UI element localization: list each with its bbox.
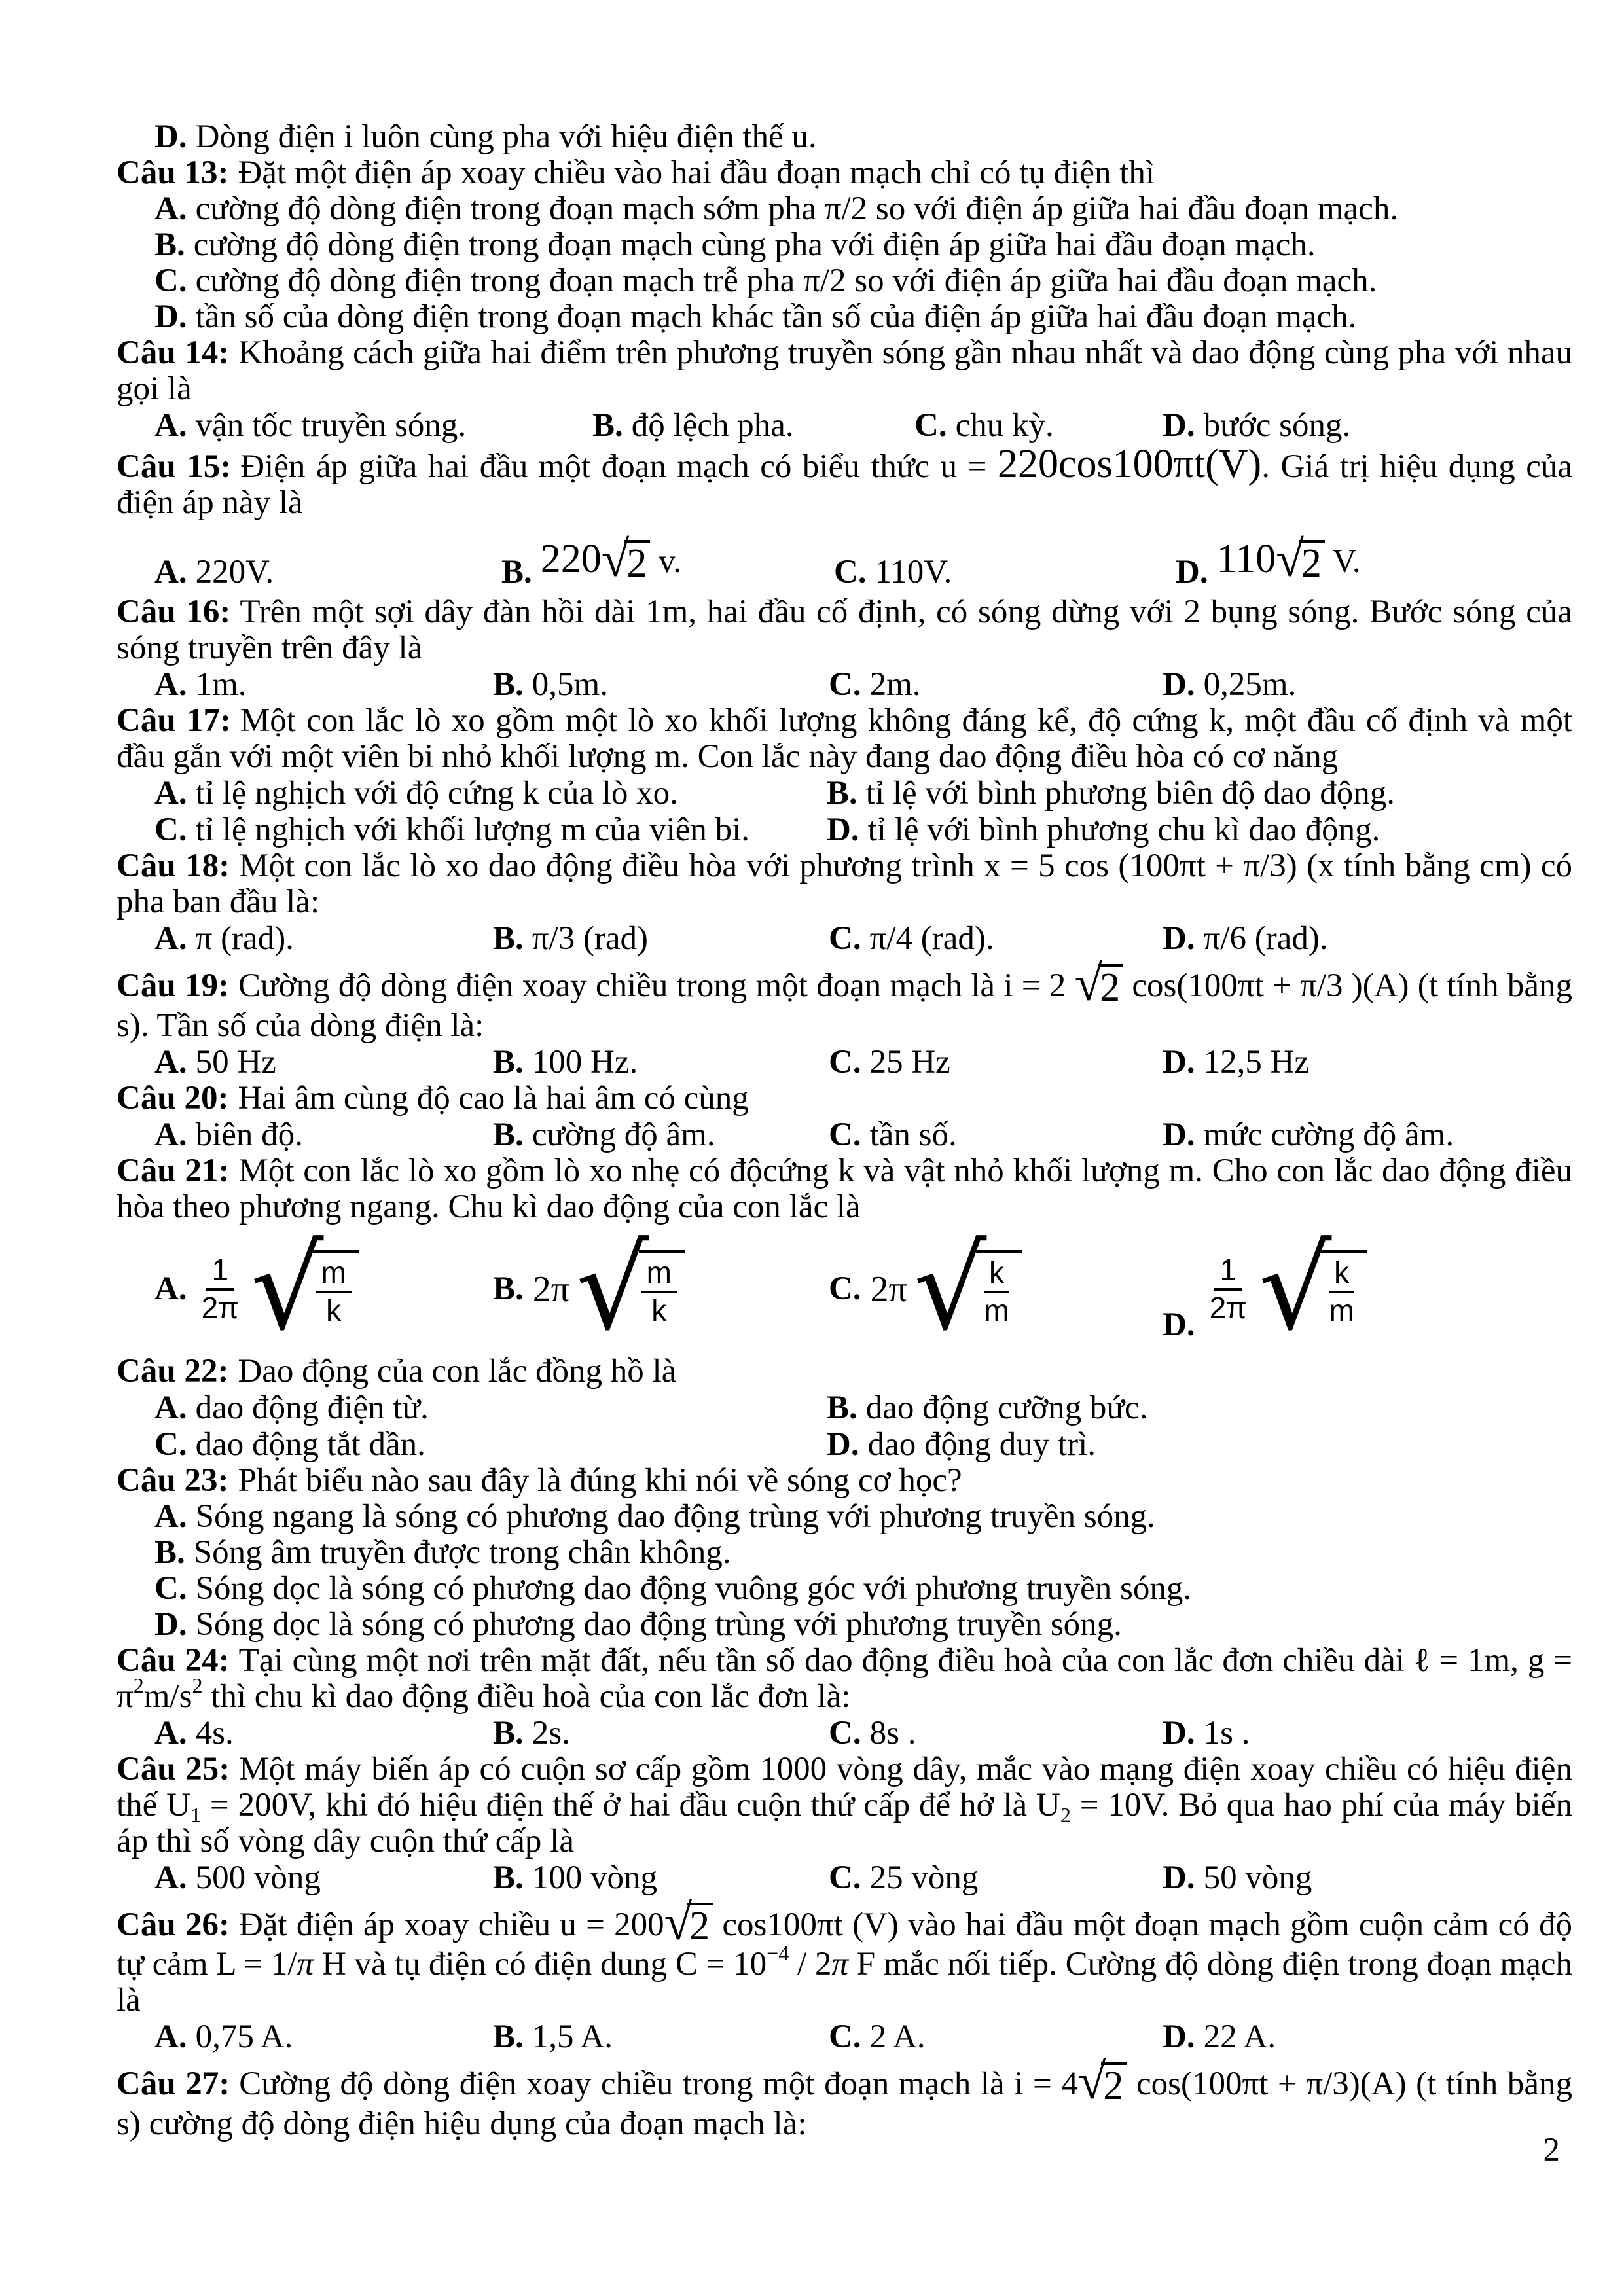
options-row: [117, 1225, 1572, 1354]
option-label: A.: [154, 554, 187, 590]
math-fraction: [196, 1254, 244, 1324]
option: C. 25 Hz: [829, 1043, 950, 1081]
option: C. tỉ lệ nghịch với khối lượng m của viên bi.: [154, 812, 750, 848]
question-number: Câu 19:: [117, 967, 229, 1004]
options-row: [117, 1715, 1572, 1751]
question-stem: Câu 19: Cường độ dòng điện xoay chiều trong một đoạn mạch là i = 2 √ 2 cos(100πt + π/3 )(A) (t tính bằng s). Tần số của dòng điện là:: [117, 955, 1572, 1044]
question-number: Câu 20:: [117, 1079, 229, 1117]
math-fraction: [641, 1257, 677, 1327]
option-label: A.: [154, 1714, 187, 1751]
option: C. dao động tắt dần.: [154, 1426, 425, 1463]
radical-sign-icon: √: [664, 1893, 693, 1950]
option-label: B.: [493, 1270, 524, 1307]
option: A. cường độ dòng điện trong đoạn mạch sớm pha π/2 so với điện áp giữa hai đầu đoạn mạch.: [154, 190, 1399, 227]
option: D. mức cường độ âm.: [1163, 1116, 1454, 1153]
question: [117, 444, 1572, 594]
option: C. 2m.: [829, 666, 921, 703]
italic-variable: π: [297, 1946, 314, 1982]
option: A. 220V.: [154, 554, 274, 590]
question: [117, 2055, 1572, 2142]
fraction-denominator: m: [1329, 1293, 1354, 1327]
option-label: B.: [827, 775, 857, 812]
option: [154, 1225, 359, 1354]
option-label: C.: [829, 666, 861, 703]
question-stem: Câu 17: Một con lắc lò xo gồm một lò xo khối lượng không đáng kể, độ cứng k, một đầu cố định và một đầu gắn với một viên bi nhỏ khối lượng m. Con lắc này đang dao động điều hòa có cơ năng: [117, 702, 1572, 775]
option-label: C.: [154, 262, 187, 299]
math-radical: [250, 1223, 359, 1356]
option: C. 8s .: [829, 1714, 916, 1751]
question: [117, 1153, 1572, 1354]
math-sqrt: [1077, 2053, 1127, 2109]
option-label: B.: [154, 226, 185, 263]
math-sqrt-body: 2: [1299, 540, 1325, 584]
question-number: Câu 14:: [117, 334, 230, 371]
option-label: A.: [154, 407, 187, 444]
math-expression: 110: [1216, 537, 1276, 581]
option-label: D.: [827, 1426, 859, 1463]
option: B. π/3 (rad): [493, 920, 649, 957]
radical-sign-icon: √: [1074, 955, 1103, 1011]
option: B. Sóng âm truyền được trong chân không.: [154, 1534, 731, 1571]
preamble-option: [117, 119, 1572, 155]
question-stem: Câu 20: Hai âm cùng độ cao là hai âm có cùng: [117, 1079, 749, 1117]
question-number: Câu 13:: [117, 154, 229, 191]
option-label: D.: [1163, 1043, 1195, 1081]
options-row: [117, 2018, 1572, 2055]
option-label: D.: [154, 118, 187, 155]
superscript: 2: [133, 1673, 144, 1697]
option-label: B.: [493, 1714, 524, 1751]
question: [117, 1893, 1573, 2056]
option-label: C.: [829, 1714, 861, 1751]
math-radical: [913, 1223, 1022, 1356]
option: C. π/4 (rad).: [829, 920, 994, 957]
option: C. tần số.: [829, 1116, 957, 1153]
options-list: [117, 191, 1572, 335]
options-row: [117, 521, 1572, 594]
question-stem: Câu 27: Cường độ dòng điện xoay chiều trong một đoạn mạch là i = 4 √ 2 cos(100πt + π/3)(A) (t tính bằng s) cường độ dòng điện hiệu dụng của đoạn mạch là:: [117, 2053, 1572, 2142]
math-sqrt-body: 2: [1101, 2062, 1127, 2106]
option: A. tỉ lệ nghịch với độ cứng k của lò xo.: [154, 775, 678, 812]
radical-sign-icon: √: [1077, 2053, 1106, 2109]
option-label: C.: [829, 2018, 861, 2055]
option-label: C.: [914, 407, 947, 444]
math-radical-body: [639, 1250, 685, 1328]
option-label: C.: [154, 1426, 187, 1463]
option: D. 22 A.: [1163, 2018, 1276, 2055]
option: A. 500 vòng: [154, 1859, 321, 1896]
option: D. bước sóng.: [1163, 407, 1351, 444]
radical-sign-icon: √: [601, 531, 630, 587]
option: B. 100 vòng: [493, 1859, 658, 1896]
option: A. 0,75 A.: [154, 2018, 293, 2055]
radical-sign-icon: √: [576, 1223, 649, 1356]
option-formula: 220 √ 2 v.: [540, 531, 682, 587]
fraction-numerator: k: [1329, 1257, 1354, 1293]
question: [117, 1751, 1572, 1896]
question: [117, 848, 1572, 957]
option-label: D.: [154, 1605, 187, 1643]
question-stem: Câu 22: Dao động của con lắc đồng hồ là: [117, 1352, 677, 1390]
question-stem: Câu 16: Trên một sợi dây đàn hồi dài 1m, hai đầu cố định, có sóng dừng với 2 bụng sóng. Bước sóng của sóng truyền trên đây là: [117, 594, 1572, 666]
question-number: Câu 24:: [117, 1641, 230, 1679]
question: [117, 703, 1572, 848]
question-number: Câu 25:: [117, 1750, 230, 1787]
option-label: A.: [154, 2018, 187, 2055]
option: C. 25 vòng: [829, 1859, 979, 1896]
option: D. 50 vòng: [1163, 1859, 1312, 1896]
option-label: B.: [493, 2018, 524, 2055]
option-label: C.: [829, 1043, 861, 1081]
fraction-numerator: 1: [206, 1254, 234, 1291]
question-number: Câu 17:: [117, 702, 231, 739]
option: A. π (rad).: [154, 920, 294, 957]
question-stem: Câu 15: Điện áp giữa hai đầu một đoạn mạch có biểu thức u = 220cos100πt(V). Giá trị hiệu dụng của điện áp này là: [117, 442, 1572, 521]
option: C. Sóng dọc là sóng có phương dao động vuông góc với phương truyền sóng.: [154, 1570, 1192, 1607]
option-label: A.: [154, 1270, 187, 1307]
question: [117, 957, 1572, 1081]
question: [117, 1081, 1572, 1153]
math-expression: 220cos100πt(V): [997, 442, 1262, 486]
option: B. cường độ âm.: [493, 1116, 715, 1153]
question-number: Câu 27:: [117, 2066, 230, 2102]
option-label: D.: [154, 298, 187, 335]
option: B. 100 Hz.: [493, 1043, 638, 1081]
option-label: C.: [829, 1270, 861, 1307]
option: D. dao động duy trì.: [827, 1426, 1096, 1463]
option: D. Dòng điện i luôn cùng pha với hiệu điện thế u.: [154, 118, 817, 155]
option: A. biên độ.: [154, 1116, 303, 1153]
options-row: [117, 1044, 1572, 1081]
option-label: D.: [1163, 920, 1195, 957]
fraction-numerator: k: [984, 1257, 1009, 1293]
option-label: B.: [592, 407, 623, 444]
option-label: D.: [1163, 1306, 1195, 1343]
math-sqrt: [664, 1893, 713, 1950]
option: C. chu kỳ.: [914, 407, 1054, 444]
math-text: 2π: [870, 1268, 907, 1310]
options-row: [117, 407, 1572, 444]
math-fraction: [1324, 1257, 1359, 1327]
option: D. tần số của dòng điện trong đoạn mạch khác tần số của điện áp giữa hai đầu đoạn mạch.: [154, 298, 1357, 335]
radical-sign-icon: √: [250, 1223, 324, 1356]
fraction-numerator: m: [316, 1257, 351, 1293]
options-row: [117, 775, 1572, 812]
question-stem: Câu 14: Khoảng cách giữa hai điểm trên phương truyền sóng gần nhau nhất và dao động cùng pha với nhau gọi là: [117, 334, 1572, 407]
question: [117, 155, 1572, 335]
math-expression: 220: [540, 537, 602, 581]
options-row: [117, 920, 1572, 957]
math-fraction: [1204, 1254, 1252, 1324]
superscript: −4: [767, 1941, 789, 1965]
math-sqrt: [601, 531, 651, 587]
question-number: Câu 23:: [117, 1462, 229, 1499]
option-label: D.: [1163, 1714, 1195, 1751]
math-radical-body: [313, 1250, 359, 1328]
radical-sign-icon: √: [913, 1223, 987, 1356]
italic-variable: π: [831, 1946, 849, 1982]
option-label: B.: [493, 920, 524, 957]
option-label: B.: [827, 1389, 857, 1426]
option: A. Sóng ngang là sóng có phương dao động trùng với phương truyền sóng.: [154, 1498, 1155, 1535]
radical-sign-icon: √: [1258, 1223, 1332, 1356]
question-stem: Câu 18: Một con lắc lò xo dao động điều hòa với phương trình x = 5 cos (100πt + π/3) (x tính bằng cm) có pha ban đầu là:: [117, 848, 1572, 920]
option-label: A.: [154, 1859, 187, 1896]
question: [117, 1354, 1572, 1463]
math-radical-body: [976, 1250, 1022, 1328]
option: C. 110V.: [834, 554, 952, 590]
math-sqrt-body: 2: [1098, 964, 1123, 1008]
option-label: C.: [829, 920, 861, 957]
option-label: D.: [1163, 1116, 1195, 1153]
option-label: C.: [154, 1570, 187, 1607]
math-fraction: [316, 1257, 351, 1327]
option-label: D.: [1163, 2018, 1195, 2055]
question-number: Câu 18:: [117, 848, 230, 884]
superscript: 2: [192, 1673, 203, 1697]
option-label: D.: [1163, 1859, 1195, 1896]
options-row: [117, 1859, 1572, 1896]
option-label: A.: [154, 1389, 187, 1426]
math-radical: [576, 1223, 685, 1356]
option-label: C.: [154, 812, 187, 848]
question-list: [117, 119, 1572, 2142]
option-label: D.: [1176, 554, 1208, 590]
option: [829, 1225, 1022, 1354]
option-label: A.: [154, 920, 187, 957]
option: A. vận tốc truyền sóng.: [154, 407, 467, 444]
question-stem: Câu 25: Một máy biến áp có cuộn sơ cấp gồm 1000 vòng dây, mắc vào mạng điện xoay chiều có hiệu điện thế $U_1 = 200V$, khi đó hiệu điện thế ở hai đầu cuộn thứ cấp để hở là $U_2 = 10V$. Bỏ qua hao phí của máy biến áp thì số vòng dây cuộn thứ cấp là: [117, 1750, 1572, 1859]
option: [1176, 533, 1361, 590]
option: [493, 1225, 685, 1354]
option-label: A.: [154, 1116, 187, 1153]
radical-sign-icon: √: [1276, 531, 1304, 587]
option: D. 12,5 Hz: [1163, 1043, 1310, 1081]
option-label: B.: [493, 1043, 524, 1081]
question-number: Câu 22:: [117, 1352, 229, 1390]
fraction-numerator: m: [641, 1257, 677, 1293]
question: [117, 1463, 1572, 1643]
options-row: [117, 1390, 1572, 1426]
option-label: B.: [493, 1859, 524, 1896]
question-number: Câu 21:: [117, 1152, 230, 1189]
fraction-denominator: k: [326, 1293, 342, 1327]
question-stem: Câu 24: Tại cùng một nơi trên mặt đất, nếu tần số dao động điều hoà của con lắc đơn chiều dài ℓ = 1m, $g = \pi^2m/s^2$ thì chu kì dao động điều hoà của con lắc đơn là:: [117, 1641, 1573, 1715]
option: B. tỉ lệ với bình phương biên độ dao động.: [827, 775, 1396, 812]
option-label: C.: [829, 1116, 861, 1153]
option: B. cường độ dòng điện trong đoạn mạch cùng pha với điện áp giữa hai đầu đoạn mạch.: [154, 226, 1316, 263]
options-row: [117, 666, 1572, 703]
option-label: D.: [1163, 407, 1195, 444]
options-row: [117, 812, 1572, 848]
option: B. 2s.: [493, 1714, 570, 1751]
question: [117, 1643, 1572, 1751]
option-formula: 110 √ 2 V.: [1216, 531, 1361, 587]
option-label: A.: [154, 1498, 187, 1535]
subscript: 2: [1060, 1803, 1071, 1827]
option: [1163, 1225, 1367, 1354]
math-radical-body: [1321, 1250, 1367, 1328]
option-label: B.: [493, 1116, 524, 1153]
option: B. dao động cưỡng bức.: [827, 1389, 1148, 1426]
fraction-denominator: 2π: [1209, 1290, 1247, 1325]
question-number: Câu 26:: [117, 1906, 230, 1943]
math-text: 2π: [532, 1268, 570, 1310]
question-stem: Câu 21: Một con lắc lò xo gồm lò xo nhẹ có độcứng k và vật nhỏ khối lượng m. Cho con lắc dao động điều hòa theo phương ngang. Chu kì dao động của con lắc là: [117, 1152, 1572, 1225]
question-number: Câu 15:: [117, 448, 232, 485]
question: [117, 594, 1572, 703]
math-sqrt: [1074, 955, 1124, 1011]
fraction-denominator: m: [984, 1293, 1009, 1327]
fraction-denominator: 2π: [201, 1290, 239, 1325]
question-stem: Câu 26: Đặt điện áp xoay chiều u = 200 √ 2 cos100πt (V) vào hai đầu một đoạn mạch gồm cuộn cảm có độ tự cảm L = 1/π H và tụ điện có điện dung $C = 10^{-4} / 2\pi$ F mắc nối tiếp. Cường độ dòng điện trong đoạn mạch là: [117, 1893, 1573, 2018]
option: A. 1m.: [154, 666, 247, 703]
option: D. 1s .: [1163, 1714, 1250, 1751]
option-label: B.: [493, 666, 524, 703]
option: A. 50 Hz: [154, 1043, 276, 1081]
options-row: [117, 1117, 1572, 1153]
option-label: C.: [834, 554, 867, 590]
option-label: D.: [1163, 666, 1195, 703]
option: D. tỉ lệ với bình phương chu kì dao động.: [827, 812, 1380, 848]
fraction-denominator: k: [651, 1293, 667, 1327]
option-label: D.: [827, 812, 859, 848]
option-label: A.: [154, 666, 187, 703]
option: C. 2 A.: [829, 2018, 926, 2055]
math-sqrt-body: 2: [687, 1903, 713, 1946]
fraction-numerator: 1: [1214, 1254, 1242, 1291]
option: D. Sóng dọc là sóng có phương dao động trùng với phương truyền sóng.: [154, 1605, 1122, 1643]
math-sqrt: [1276, 531, 1325, 587]
option-label: C.: [829, 1859, 861, 1896]
math-fraction: [979, 1257, 1014, 1327]
option: A. dao động điện từ.: [154, 1389, 429, 1426]
subscript: 1: [190, 1803, 202, 1827]
question: [117, 335, 1572, 444]
option-label: A.: [154, 1043, 187, 1081]
option: [501, 533, 681, 590]
question-number: Câu 16:: [117, 594, 231, 630]
option: B. độ lệch pha.: [592, 407, 794, 444]
page-number: 2: [1543, 2132, 1560, 2168]
option: B. 0,5m.: [493, 666, 608, 703]
option-label: B.: [501, 554, 532, 590]
option: C. cường độ dòng điện trong đoạn mạch trễ pha π/2 so với điện áp giữa hai đầu đoạn mạch.: [154, 262, 1377, 299]
options-list: [117, 1499, 1572, 1643]
question-stem: Câu 13: Đặt một điện áp xoay chiều vào hai đầu đoạn mạch chỉ có tụ điện thì: [117, 154, 1155, 191]
options-row: [117, 1426, 1572, 1463]
option: D. π/6 (rad).: [1163, 920, 1328, 957]
option: B. 1,5 A.: [493, 2018, 613, 2055]
option-label: A.: [154, 190, 187, 227]
math-radical: [1258, 1223, 1367, 1356]
math-sqrt-body: 2: [624, 540, 650, 584]
option-label: B.: [154, 1534, 185, 1571]
option-label: A.: [154, 775, 187, 812]
option: D. 0,25m.: [1163, 666, 1297, 703]
question-stem: Câu 23: Phát biểu nào sau đây là đúng khi nói về sóng cơ học?: [117, 1462, 962, 1499]
option: A. 4s.: [154, 1714, 234, 1751]
